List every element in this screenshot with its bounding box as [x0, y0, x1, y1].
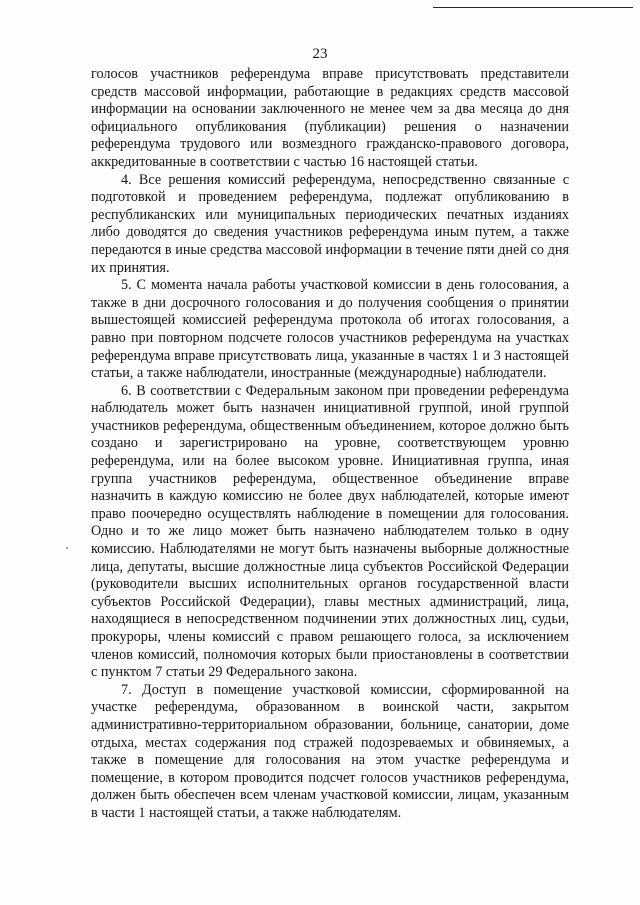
page-number: 23	[312, 46, 328, 62]
paragraph-item-7: 7. Доступ в помещение участковой комиссии, сформированной на участке референдума, образованном в воинской части, закрытом административно-территориальном образовании, больнице, санатории, доме отдыха, местах содержания под стражей подозреваемых и обвиняемых, а также в помещение для голосования на этом участке референдума и помещение, в котором проводится подсчет голосов участников референдума, должен быть обеспечен всем членам участковой комиссии, лицам, указанным в части 1 настоящей статьи, а также наблюдателям.	[91, 681, 569, 821]
paragraph-continuation: голосов участников референдума вправе присутствовать представители средств массовой информации, работающие в редакциях средств массовой информации на основании заключенного не менее чем за два месяца до дня официального опубликования (публикации) решения о назначении референдума трудового или возмездного гражданско-правового договора, аккредитованные в соответствии с частью 16 настоящей статьи.	[91, 66, 569, 170]
paragraph-item-4: 4. Все решения комиссий референдума, непосредственно связанные с подготовкой и проведением референдума, подлежат опубликованию в республиканских или муниципальных периодических печатных изданиях либо доводятся до сведения участников референдума иным путем, а также передаются в иные средства массовой информации в течение пяти дней со дня их принятия.	[91, 171, 569, 276]
paragraph-item-5: 5. С момента начала работы участковой комиссии в день голосования, а также в дни досрочного голосования и до получения сообщения о принятии вышестоящей комиссией референдума протокола об итогах голосования, а равно при повторном подсчете голосов участников референдума на участках референдума вправе присутствовать лица, указанные в частях 1 и 3 настоящей статьи, а также наблюдатели, иностранные (международные) наблюдатели.	[91, 277, 569, 382]
document-body	[91, 66, 569, 823]
paragraph-item-6: 6. В соответствии с Федеральным законом при проведении референдума наблюдатель может быть назначен инициативной группой, иной группой участников референдума, общественным объединением, которое должно быть создано и зарегистрировано на уровне, соответствующем уровню референдума, или на более высоком уровне. Инициативная группа, иная группа участников референдума, общественное объединение вправе назначить в каждую комиссию не более двух наблюдателей, которые имеют право поочередно осуществлять наблюдение в помещении для голосования. Одно и то же лицо может быть назначено наблюдателем только в одну комиссию. Наблюдателями не могут быть назначены выборные должностные лица, депутаты, высшие должностные лица субъектов Российской Федерации (руководители высших исполнительных органов государственной власти субъектов Российской Федерации), главы местных администраций, лица, находящиеся в непосредственном подчинении этих должностных лиц, судьи, прокуроры, члены комиссий с правом решающего голоса, за исключением членов комиссий, полномочия которых были приостановлены в соответствии с пунктом 7 статьи 29 Федерального закона.	[91, 382, 569, 681]
scan-speck	[66, 547, 68, 549]
header-rule	[433, 7, 633, 8]
